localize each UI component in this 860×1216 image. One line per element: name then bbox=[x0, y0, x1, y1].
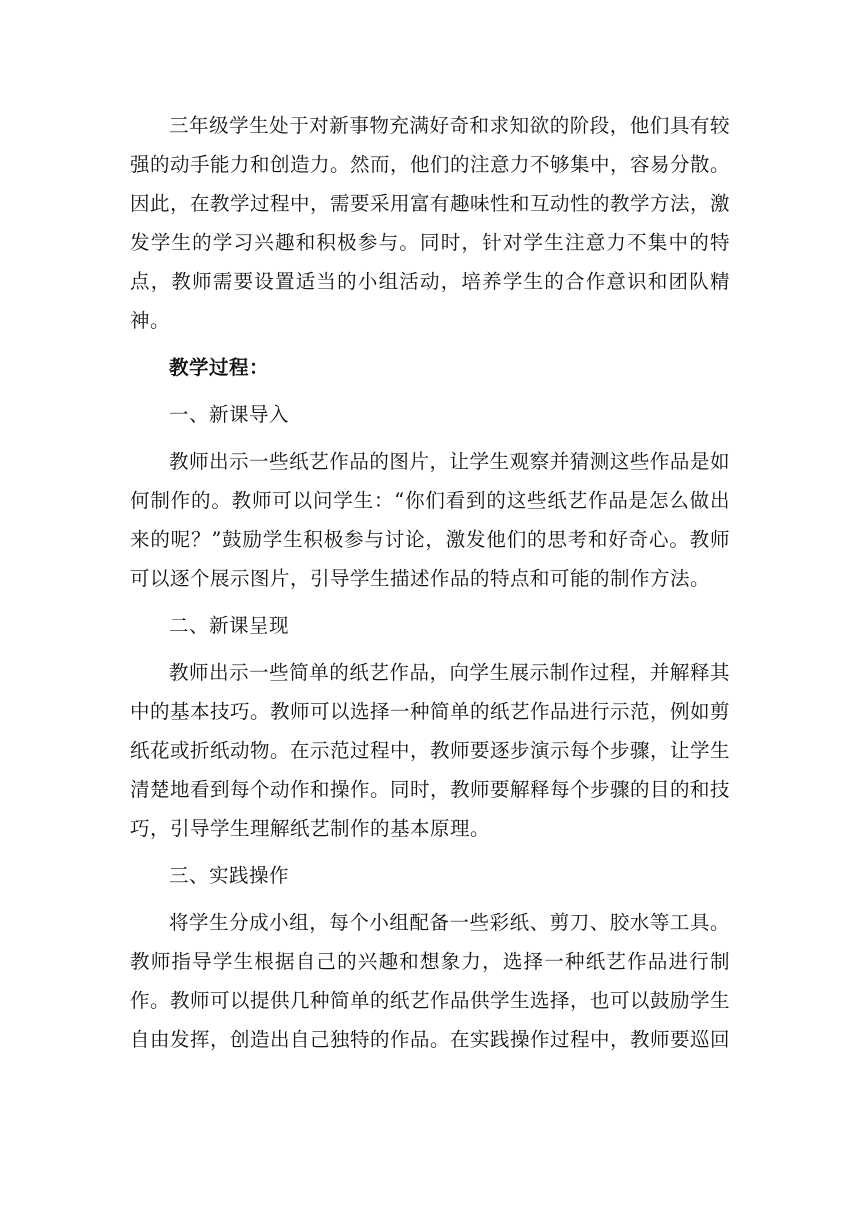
section-title-practical-operation: 三、实践操作 bbox=[169, 864, 290, 887]
section-body-new-lesson-introduction: 教师出示一些纸艺作品的图片，让学生观察并猜测这些作品是如何制作的。教师可以问学生：“你们看到的这些纸艺作品是怎么做出来的呢？”鼓励学生积极参与讨论，激发他们的思考和好奇心。教师可以逐个展示图片，引导学生描述作品的特点和可能的制作方法。 bbox=[130, 450, 730, 590]
document-body bbox=[130, 106, 730, 1067]
section-title-new-lesson-introduction: 一、新课导入 bbox=[169, 403, 290, 426]
intro-paragraph: 三年级学生处于对新事物充满好奇和求知欲的阶段，他们具有较强的动手能力和创造力。然而，他们的注意力不够集中，容易分散。因此，在教学过程中，需要采用富有趣味性和互动性的教学方法，激发学生的学习兴趣和积极参与。同时，针对学生注意力不集中的特点，教师需要设置适当的小组活动，培养学生的合作意识和团队精神。 bbox=[130, 114, 731, 332]
section-body-practical-operation: 将学生分成小组，每个小组配备一些彩纸、剪刀、胶水等工具。教师指导学生根据自己的兴趣和想象力，选择一种纸艺作品进行制作。教师可以提供几种简单的纸艺作品供学生选择，也可以鼓励学生自由发挥，创造出自己独特的作品。在实践操作过程中，教师要巡回 bbox=[130, 911, 731, 1051]
section-title-new-lesson-presentation: 二、新课呈现 bbox=[169, 614, 290, 637]
teaching-process-heading: 教学过程： bbox=[169, 356, 270, 379]
section-body-new-lesson-presentation: 教师出示一些简单的纸艺作品，向学生展示制作过程，并解释其中的基本技巧。教师可以选择一种简单的纸艺作品进行示范，例如剪纸花或折纸动物。在示范过程中，教师要逐步演示每个步骤，让学生清楚地看到每个动作和操作。同时，教师要解释每个步骤的目的和技巧，引导学生理解纸艺制作的基本原理。 bbox=[130, 661, 731, 840]
